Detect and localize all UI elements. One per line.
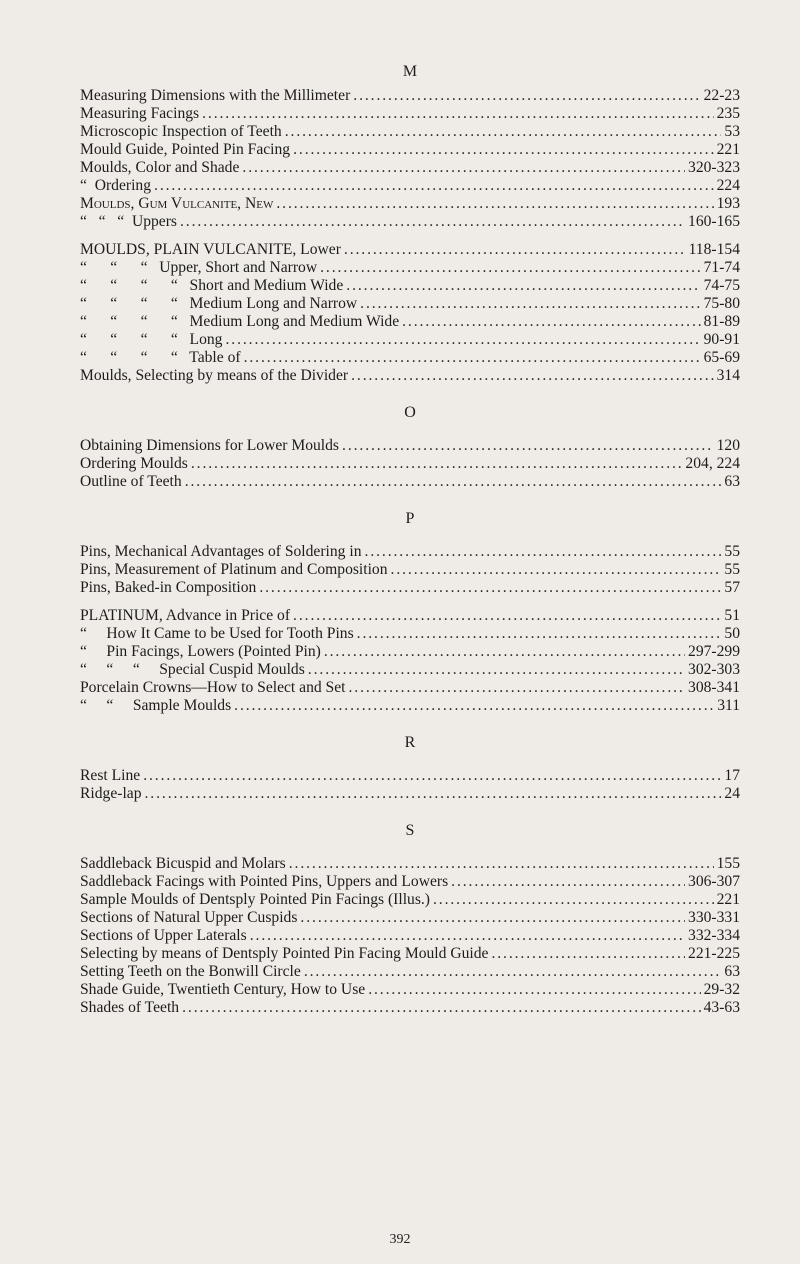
index-entry: Mould Guide, Pointed Pin Facing . . . 221 xyxy=(80,141,740,159)
index-entry: Shade Guide, Twentieth Century, How to Use . . . 29-32 xyxy=(80,981,740,999)
index-entry: Measuring Dimensions with the Millimeter . . . 22-23 xyxy=(80,87,740,105)
page-number: 392 xyxy=(389,1232,411,1247)
index-entry: Measuring Facings . . . 235 xyxy=(80,105,740,123)
index-entry: Pins, Baked-in Composition . . . 57 xyxy=(80,579,740,597)
index-entry: Ridge-lap . . . 24 xyxy=(80,785,740,803)
section-letter: S xyxy=(405,822,415,839)
index-entry: MOULDS, PLAIN VULCANITE, Lower . . . 118-154 xyxy=(80,241,740,259)
index-entry: Porcelain Crowns—How to Select and Set . . . 308-341 xyxy=(80,679,740,697)
index-entry: Saddleback Bicuspid and Molars . . . 155 xyxy=(80,855,740,873)
index-entry: Moulds, Gum Vulcanite, New . . . 193 xyxy=(80,195,740,213)
index-entry: Rest Line . . . 17 xyxy=(80,767,740,785)
index-entry: Sample Moulds of Dentsply Pointed Pin Facings (Illus.) . . . 221 xyxy=(80,891,740,909)
index-entry: Moulds, Selecting by means of the Divider . . . 314 xyxy=(80,367,740,385)
section-r xyxy=(80,733,740,803)
index-entry: “ “ “ Uppers . . . 160-165 xyxy=(80,213,740,231)
section-m xyxy=(80,62,740,385)
section-letter: P xyxy=(405,510,415,527)
section-letter: M xyxy=(402,63,418,80)
index-entry: Pins, Measurement of Platinum and Composition . . . 55 xyxy=(80,561,740,579)
index-entry: PLATINUM, Advance in Price of . . . 51 xyxy=(80,607,740,625)
index-entry: “ Pin Facings, Lowers (Pointed Pin) . . . 297-299 xyxy=(80,643,740,661)
index-entry: Moulds, Color and Shade . . . 320-323 xyxy=(80,159,740,177)
index-entry: Obtaining Dimensions for Lower Moulds . . . 120 xyxy=(80,437,740,455)
index-entry: “ “ “ “ Medium Long and Narrow . . . 75-80 xyxy=(80,295,740,313)
index-entry: “ How It Came to be Used for Tooth Pins . . . 50 xyxy=(80,625,740,643)
index-entry: “ “ “ Upper, Short and Narrow . . . 71-74 xyxy=(80,259,740,277)
index-entry: Ordering Moulds . . . 204, 224 xyxy=(80,455,740,473)
index-entry: “ “ “ “ Short and Medium Wide . . . 74-75 xyxy=(80,277,740,295)
section-o xyxy=(80,403,740,491)
index-entry: “ “ “ “ Long . . . 90-91 xyxy=(80,331,740,349)
index-entry: Pins, Mechanical Advantages of Soldering in . . . 55 xyxy=(80,543,740,561)
section-s xyxy=(80,821,740,1017)
index-page xyxy=(80,62,740,1017)
index-entry: Microscopic Inspection of Teeth . . . 53 xyxy=(80,123,740,141)
index-entry: “ “ Sample Moulds . . . 311 xyxy=(80,697,740,715)
index-entry: “ “ “ Special Cuspid Moulds . . . 302-303 xyxy=(80,661,740,679)
index-entry: “ “ “ “ Medium Long and Medium Wide . . . 81-89 xyxy=(80,313,740,331)
index-entry: Saddleback Facings with Pointed Pins, Uppers and Lowers . . . 306-307 xyxy=(80,873,740,891)
index-entry: Shades of Teeth . . . 43-63 xyxy=(80,999,740,1017)
index-entry: Setting Teeth on the Bonwill Circle . . . 63 xyxy=(80,963,740,981)
section-letter: O xyxy=(404,404,416,421)
index-entry: Outline of Teeth . . . 63 xyxy=(80,473,740,491)
index-entry: Selecting by means of Dentsply Pointed Pin Facing Mould Guide . . . 221-225 xyxy=(80,945,740,963)
index-entry: Sections of Upper Laterals . . . 332-334 xyxy=(80,927,740,945)
index-entry: Sections of Natural Upper Cuspids . . . 330-331 xyxy=(80,909,740,927)
section-p xyxy=(80,509,740,715)
index-entry: “ Ordering . . . 224 xyxy=(80,177,740,195)
section-letter: R xyxy=(404,734,416,751)
index-entry: “ “ “ “ Table of . . . 65-69 xyxy=(80,349,740,367)
